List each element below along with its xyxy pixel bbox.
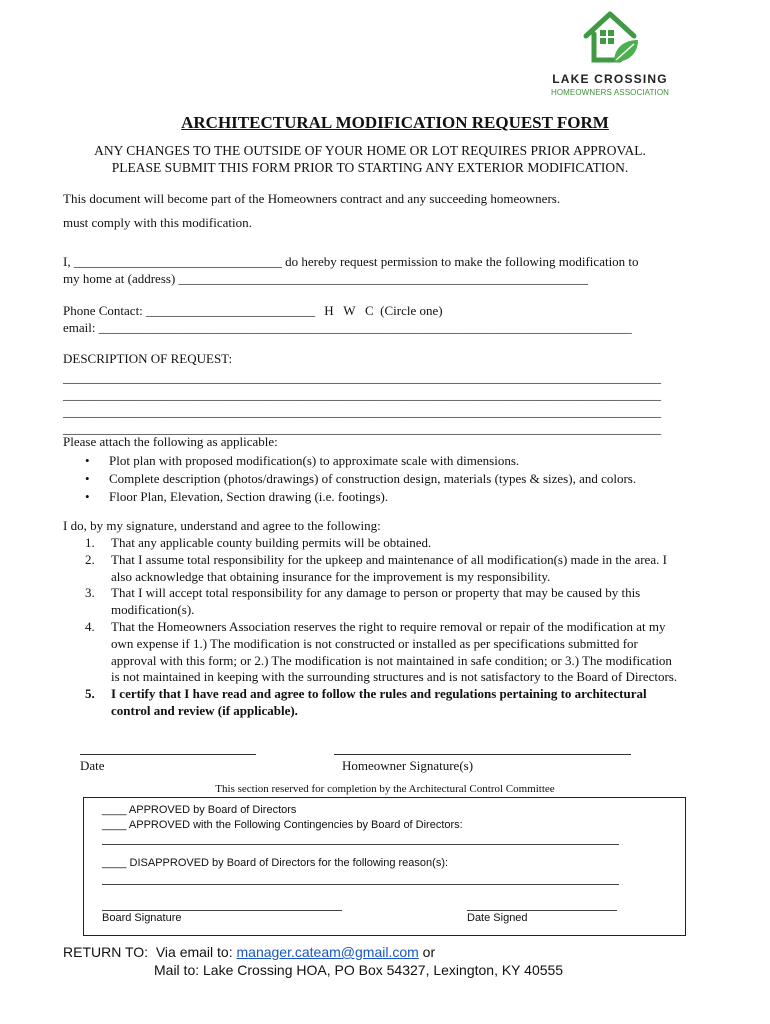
board-signature-field[interactable] [102, 910, 342, 911]
contingencies-field[interactable] [102, 844, 619, 845]
request-prefix: I, [63, 254, 71, 269]
term-text: That any applicable county building permits will be obtained. [111, 535, 432, 550]
list-item [63, 686, 683, 720]
term-number: 4. [85, 618, 95, 634]
phone-line [63, 303, 443, 319]
homeowner-signature-label: Homeowner Signature(s) [342, 758, 474, 773]
committee-note: This section reserved for completion by the Architectural Control Committee [215, 783, 555, 795]
notice-line-2: PLEASE SUBMIT THIS FORM PRIOR TO STARTING ANY EXTERIOR MODIFICATION. [111, 160, 629, 175]
approved-contingencies-option[interactable]: ____ APPROVED with the Following Contingencies by Board of Directors: [102, 819, 463, 831]
description-field-2[interactable]: ____________________________________________________________________________________________ [63, 387, 661, 402]
return-to [63, 944, 435, 960]
date-label: Date [80, 758, 105, 773]
email-field[interactable]: __________________________________________________________________________________ [98, 320, 632, 335]
date-signed-field[interactable] [467, 910, 617, 911]
email-link[interactable]: manager.cateam@gmail.com [236, 944, 419, 960]
list-item [63, 552, 683, 586]
attach-heading: Please attach the following as applicable: [63, 434, 278, 449]
committee-box [83, 797, 686, 936]
form-title: ARCHITECTURAL MODIFICATION REQUEST FORM [181, 113, 609, 132]
terms-list [63, 535, 683, 720]
email-line [63, 320, 632, 336]
reasons-field[interactable] [102, 884, 619, 885]
house-leaf-icon [580, 10, 640, 70]
list-item: • Floor Plan, Elevation, Section drawing (i.e. footings). [63, 488, 636, 506]
term-number: 3. [85, 585, 95, 601]
return-prefix: RETURN TO: Via email to: [63, 944, 237, 960]
term-text: That I assume total responsibility for the upkeep and maintenance of all modification(s) made in the area. I also acknowledge that obtaining insurance for the improvement is my responsibility. [111, 551, 667, 584]
board-signature-label: Board Signature [102, 912, 182, 924]
list-item [63, 619, 683, 686]
approved-option[interactable]: ____ APPROVED by Board of Directors [102, 804, 297, 816]
notice-line-1: ANY CHANGES TO THE OUTSIDE OF YOUR HOME OR LOT REQUIRES PRIOR APPROVAL. [94, 143, 646, 158]
agree-heading: I do, by my signature, understand and agree to the following: [63, 518, 381, 533]
request-suffix: do hereby request permission to make the following modification to [285, 254, 639, 269]
intro-line-2: must comply with this modification. [63, 215, 252, 230]
address-field[interactable]: _______________________________________________________________ [178, 271, 589, 286]
email-label: email: [63, 320, 96, 335]
list-item: • Complete description (photos/drawings) of construction design, materials (types & sizes), and colors. [63, 470, 636, 488]
address-line [63, 271, 588, 287]
request-line [63, 254, 639, 270]
date-field[interactable] [80, 754, 256, 755]
date-signed-label: Date Signed [467, 912, 528, 924]
phone-field[interactable]: __________________________ [146, 303, 316, 318]
list-item [63, 585, 683, 619]
return-email-suffix: or [418, 944, 436, 960]
disapproved-option[interactable]: ____ DISAPPROVED by Board of Directors for the following reason(s): [102, 857, 449, 869]
term-text: That I will accept total responsibility for any damage to person or property that may be caused by this modification(s). [111, 585, 641, 618]
description-field-1[interactable]: ____________________________________________________________________________________________ [63, 370, 661, 385]
attachments-list [63, 452, 636, 506]
description-field-3[interactable]: ____________________________________________________________________________________________ [63, 404, 661, 419]
list-item: • Plot plan with proposed modification(s) to approximate scale with dimensions. [63, 452, 636, 470]
term-number: 1. [85, 535, 95, 550]
description-label: DESCRIPTION OF REQUEST: [63, 351, 233, 366]
name-field[interactable]: ________________________________ [73, 254, 282, 269]
term-number: 5. [85, 686, 95, 702]
intro-line-1: This document will become part of the Homeowners contract and any succeeding homeowners. [63, 191, 561, 206]
term-number: 2. [85, 551, 95, 567]
mail-address: Mail to: Lake Crossing HOA, PO Box 54327, Lexington, KY 40555 [154, 962, 564, 978]
logo-subtitle: HOMEOWNERS ASSOCIATION [550, 88, 670, 97]
term-text: That the Homeowners Association reserves the right to require removal or repair of the modification at my own expense if 1.) The modification is not constructed or installed as per specifications submitted for approval with this form; or 2.) The modification is not maintained in safe condition; or 3.) The modification is not maintained in keeping with the surrounding structures and is not satisfactory to the Board of Directors. [111, 618, 678, 685]
list-item [63, 535, 683, 552]
address-label: my home at (address) [63, 271, 176, 286]
description-field-4[interactable]: ____________________________________________________________________________________________ [63, 421, 661, 436]
homeowner-signature-field[interactable] [334, 754, 631, 755]
phone-type-options[interactable]: H W C (Circle one) [324, 303, 443, 318]
logo-name: LAKE CROSSING [552, 72, 668, 86]
hoa-logo [540, 10, 680, 97]
term-text: I certify that I have read and agree to follow the rules and regulations pertaining to architectural control and review (if applicable). [111, 686, 647, 718]
phone-label: Phone Contact: [63, 303, 143, 318]
